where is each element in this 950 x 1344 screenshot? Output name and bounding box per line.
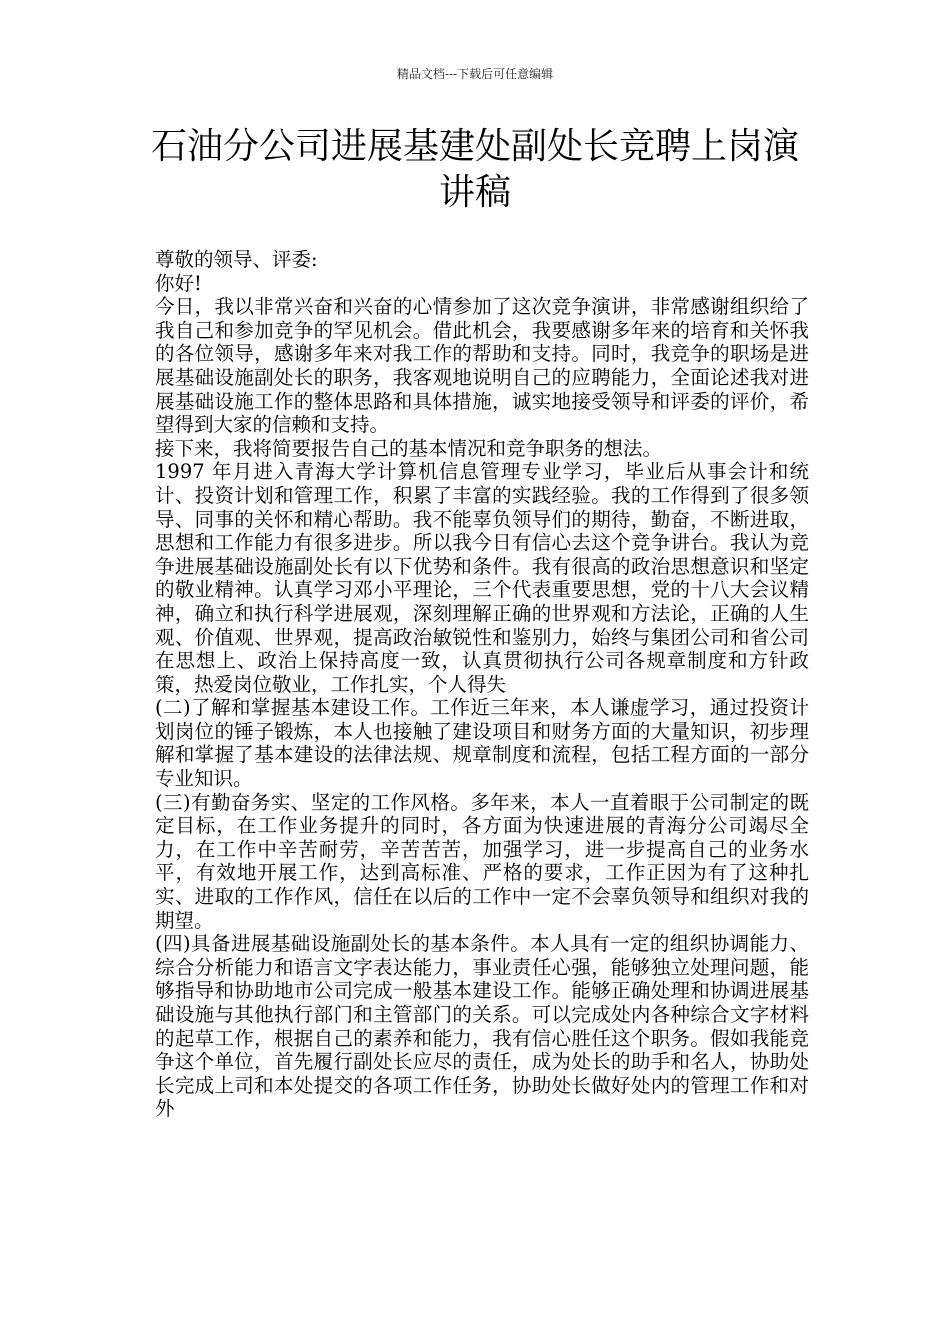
title-line-2: 讲稿 [438,172,511,213]
page-header-note: 精品文档---下载后可任意编辑 [396,67,554,81]
paragraph-point-2: (二)了解和掌握基本建设工作。工作近三年来，本人谦虚学习，通过投资计划岗位的锤子锻炼，本人也接触了建设项目和财务方面的大量知识，初步理解和掌握了基本建设的法律法规、规章制度和流程，包括工程方面的一部分专业知识。 [155,696,809,791]
paragraph-opening: 今日，我以非常兴奋和兴奋的心情参加了这次竞争演讲，非常感谢组织给了我自己和参加竞争的罕见机会。借此机会，我要感谢多年来的培育和关怀我的各位领导，感谢多年来对我工作的帮助和支持。同时，我竞争的职场是进展基础设施副处长的职务，我客观地说明自己的应聘能力，全面论述我对进展基础设施工作的整体思路和具体措施，诚实地接受领导和评委的评价，希望得到大家的信赖和支持。 [155,295,809,437]
paragraph-transition: 接下来，我将简要报告自己的基本情况和竞争职务的想法。 [155,436,663,460]
salutation: 尊敬的领导、评委: [155,248,318,271]
paragraph-point-3: (三)有勤奋务实、坚定的工作风格。多年来，本人一直着眼于公司制定的既定目标，在工作业务提升的同时，各方面为快速进展的青海分公司竭尽全力，在工作中辛苦耐劳，辛苦苦苦，加强学习，进一步提高自己的业务水平，有效地开展工作，达到高标准、严格的要求，工作正因为有了这种扎实、进取的工作作风，信任在以后的工作中一定不会辜负领导和组织对我的期望。 [155,790,809,932]
document-title [140,124,810,216]
greeting: 你好! [155,271,202,295]
title-line-1: 石油分公司进展基建处副处长竞聘上岗演 [150,126,799,167]
document-body [145,248,809,1121]
paragraph-background: 1997 年月进入青海大学计算机信息管理专业学习，毕业后从事会计和统计、投资计划和管理工作，积累了丰富的实践经验。我的工作得到了很多领导、同事的关怀和精心帮助。我不能辜负领导们的期待，勤奋，不断进取，思想和工作能力有很多进步。所以我今日有信心去这个竞争讲台。我认为竞争进展基础设施副处长有以下优势和条件。我有很高的政治思想意识和坚定的敬业精神。认真学习邓小平理论，三个代表重要思想，党的十八大会议精神，确立和执行科学进展观，深刻理解正确的世界观和方法论，正确的人生观、价值观、世界观，提高政治敏锐性和鉴别力，始终与集团公司和省公司在思想上、政治上保持高度一致，认真贯彻执行公司各规章制度和方针政策，热爱岗位敬业，工作扎实，个人得失 [155,460,809,696]
paragraph-point-4: (四)具备进展基础设施副处长的基本条件。本人具有一定的组织协调能力、综合分析能力和语言文字表达能力，事业责任心强，能够独立处理问题，能够指导和协助地市公司完成一般基本建设工作。能够正确处理和协调进展基础设施与其他执行部门和主管部门的关系。可以完成处内各种综合文字材料的起草工作，根据自己的素养和能力，我有信心胜任这个职务。假如我能竞争这个单位，首先履行副处长应尽的责任，成为处长的助手和名人，协助处长完成上司和本处提交的各项工作任务，协助处长做好处内的管理工作和对外 [155,932,809,1121]
